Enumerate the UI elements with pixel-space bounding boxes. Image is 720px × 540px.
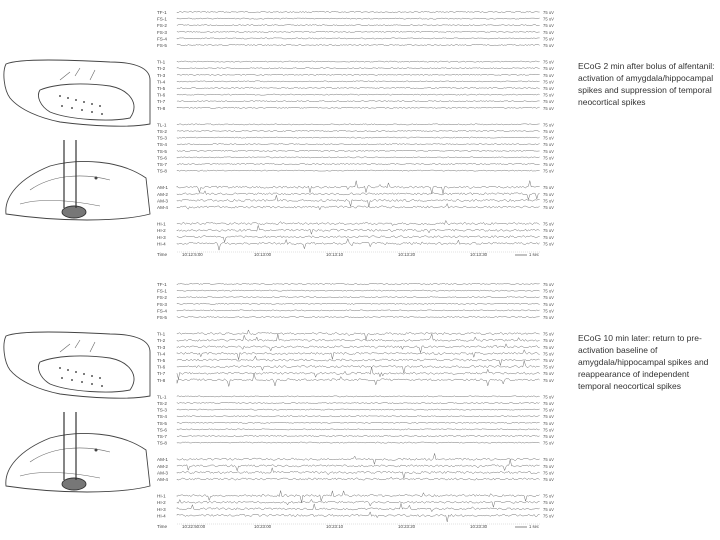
gain-label: 75 uV (543, 36, 554, 42)
ecog-trace (177, 310, 540, 311)
channel-label: FS-4 (157, 308, 167, 314)
gain-label: 75 uV (543, 185, 554, 191)
ecog-trace (177, 150, 540, 151)
gain-label: 75 uV (543, 148, 554, 154)
time-tick: 10:23:30 (470, 524, 488, 529)
channel-label: TI-2 (157, 66, 166, 72)
time-label: Time (157, 252, 168, 257)
gain-label: 75 uV (543, 315, 554, 320)
gain-label: 75 uV (543, 434, 554, 439)
channel-label: TS-6 (157, 155, 167, 161)
ecog-trace (177, 344, 540, 353)
ecog-traces-bottom (155, 278, 575, 540)
channel-label: TI-3 (157, 344, 166, 350)
gain-label: 75 uV (543, 331, 554, 337)
channel-label: TS-4 (157, 414, 167, 420)
gain-label: 75 uV (543, 470, 554, 476)
gain-label: 75 uV (543, 414, 554, 420)
ecog-trace (177, 442, 540, 443)
gain-label: 75 uV (543, 338, 554, 344)
ecog-trace (177, 367, 540, 379)
ecog-trace (177, 429, 540, 430)
gain-label: 75 uV (543, 99, 554, 105)
ecog-trace (177, 74, 540, 75)
channel-label: FS-5 (157, 43, 167, 48)
gain-label: 75 uV (543, 142, 554, 148)
gain-label: 75 uV (543, 463, 554, 469)
channel-label: HI-1 (157, 493, 166, 499)
gain-label: 75 uV (543, 364, 554, 370)
gain-label: 75 uV (543, 282, 554, 287)
time-tick: 10:12:5:00 (182, 252, 203, 257)
ecog-trace (177, 38, 540, 39)
caption-bottom: ECoG 10 min later: return to pre-activation baseline of amygdala/hippocampal spikes and reappearance of independent temporal neocortical spikes (578, 333, 709, 391)
gain-label: 75 uV (543, 59, 554, 65)
channel-label: AM-2 (157, 463, 168, 469)
ecog-trace (177, 137, 540, 138)
gain-label: 75 uV (543, 420, 554, 426)
channel-label: HI-4 (157, 241, 166, 247)
channel-label: TF-1 (157, 10, 167, 15)
ecog-trace (177, 512, 540, 522)
ecog-trace (177, 204, 540, 210)
gain-label: 75 uV (543, 351, 554, 357)
channel-label: TI-8 (157, 377, 166, 383)
gain-label: 75 uV (543, 135, 554, 141)
brain-diagram-bottom (0, 272, 160, 540)
ecog-trace (177, 220, 540, 225)
ecog-trace (177, 356, 540, 365)
ecog-trace (177, 239, 540, 250)
ecog-trace (177, 157, 540, 158)
channel-label: AM-4 (157, 477, 168, 482)
channel-label: FS-4 (157, 36, 167, 42)
channel-label: TS-3 (157, 135, 167, 141)
channel-label: TS-4 (157, 142, 167, 148)
gain-label: 75 uV (543, 228, 554, 234)
channel-label: HI-3 (157, 234, 166, 240)
ecog-trace (177, 195, 540, 206)
gain-label: 75 uV (543, 407, 554, 413)
depth-electrodes-top (64, 140, 76, 208)
gain-label: 75 uV (543, 440, 554, 446)
gain-label: 75 uV (543, 493, 554, 499)
gain-label: 75 uV (543, 394, 554, 400)
time-label: Time (157, 524, 168, 529)
gain-label: 75 uV (543, 72, 554, 78)
ecog-trace (177, 11, 540, 12)
scale-label: 1 sec (529, 252, 540, 257)
ecog-trace (177, 499, 540, 507)
ecog-trace (177, 396, 540, 397)
ecog-trace (177, 144, 540, 145)
ecog-trace (177, 68, 540, 69)
gain-label: 75 uV (543, 500, 554, 506)
gain-label: 75 uV (543, 221, 554, 227)
ecog-panel-top (0, 0, 720, 268)
channel-label: TS-8 (157, 440, 167, 446)
gain-label: 75 uV (543, 241, 554, 247)
channel-label: TI-4 (157, 351, 166, 357)
channel-label: AM-3 (157, 198, 168, 204)
channel-label: HI-3 (157, 506, 166, 512)
channel-label: TI-7 (157, 371, 166, 377)
ecog-trace (177, 181, 540, 194)
ecog-trace (177, 87, 540, 88)
gain-label: 75 uV (543, 191, 554, 197)
channel-label: TS-7 (157, 434, 167, 439)
time-tick: 10:13:30 (470, 252, 488, 257)
channel-label: HI-2 (157, 228, 166, 234)
gain-label: 75 uV (543, 29, 554, 35)
ecog-trace (177, 297, 540, 298)
ecog-trace (177, 18, 540, 19)
channel-label: TS-5 (157, 420, 167, 426)
gain-label: 75 uV (543, 10, 554, 15)
gain-label: 75 uV (543, 155, 554, 161)
gain-label: 75 uV (543, 122, 554, 128)
ecog-trace (177, 225, 540, 234)
gain-label: 75 uV (543, 377, 554, 383)
gain-label: 75 uV (543, 427, 554, 433)
channel-label: TI-5 (157, 86, 166, 91)
time-tick: 10:13:00 (254, 252, 272, 257)
ecog-trace (177, 316, 540, 317)
ecog-trace (177, 130, 540, 131)
scale-label: 1 sec (529, 524, 540, 529)
gain-label: 75 uV (543, 16, 554, 22)
channel-label: TI-6 (157, 92, 166, 98)
gain-label: 75 uV (543, 162, 554, 167)
gain-label: 75 uV (543, 205, 554, 210)
ecog-trace (177, 350, 540, 360)
channel-label: FS-2 (157, 295, 167, 301)
channel-label: TI-1 (157, 331, 166, 337)
sagittal-brain-outline (6, 162, 150, 220)
channel-label: TI-1 (157, 59, 166, 65)
electrode-dots-top (59, 95, 103, 115)
gain-label: 75 uV (543, 295, 554, 301)
ecog-trace (177, 31, 540, 32)
ecog-trace (177, 170, 540, 171)
ecog-trace (177, 416, 540, 417)
ecog-trace (177, 290, 540, 291)
electrode-dots-bottom (59, 367, 103, 387)
brain-diagram-top (0, 0, 160, 268)
ecog-trace (177, 460, 540, 471)
ecog-trace (177, 402, 540, 403)
channel-label: TS-2 (157, 401, 167, 406)
channel-label: HI-4 (157, 513, 166, 519)
gain-label: 75 uV (543, 513, 554, 519)
lateral-brain-outline (4, 332, 150, 398)
gain-label: 75 uV (543, 105, 554, 111)
channel-label: TI-7 (157, 99, 166, 105)
gain-label: 75 uV (543, 66, 554, 72)
ecog-trace (177, 191, 540, 200)
time-tick: 10:23:00 (254, 524, 272, 529)
ecog-trace (177, 124, 540, 125)
ecog-panel-bottom (0, 272, 720, 540)
channel-label: AM-4 (157, 205, 168, 210)
ecog-trace (177, 491, 540, 503)
gain-label: 75 uV (543, 86, 554, 91)
ecog-trace (177, 303, 540, 304)
channel-label: TI-3 (157, 72, 166, 78)
channel-label: TF-1 (157, 282, 167, 287)
time-tick: 10:23:10 (326, 524, 344, 529)
ecog-trace (177, 503, 540, 511)
channel-label: TI-4 (157, 79, 166, 85)
time-tick: 10:13:10 (326, 252, 344, 257)
gain-label: 75 uV (543, 79, 554, 85)
ecog-trace (177, 81, 540, 82)
channel-label: TI-6 (157, 364, 166, 370)
channel-label: TS-8 (157, 168, 167, 174)
gain-label: 75 uV (543, 401, 554, 406)
ecog-traces-top (155, 6, 575, 268)
channel-label: TS-5 (157, 148, 167, 154)
ecog-trace (177, 453, 540, 464)
ecog-trace (177, 283, 540, 284)
gain-label: 75 uV (543, 371, 554, 377)
gain-label: 75 uV (543, 234, 554, 240)
channel-label: AM-1 (157, 185, 168, 191)
channel-label: TI-5 (157, 358, 166, 363)
channel-label: AM-1 (157, 457, 168, 463)
gain-label: 75 uV (543, 23, 554, 29)
channel-label: TI-8 (157, 105, 166, 111)
ecog-trace (177, 330, 540, 340)
gain-label: 75 uV (543, 288, 554, 294)
ecog-trace (177, 422, 540, 423)
lateral-brain-outline (4, 60, 150, 126)
channel-label: FS-1 (157, 288, 167, 294)
ecog-trace (177, 373, 540, 386)
gain-label: 75 uV (543, 92, 554, 98)
ecog-trace (177, 61, 540, 62)
channel-label: FS-3 (157, 29, 167, 35)
gain-label: 75 uV (543, 358, 554, 363)
ecog-trace (177, 107, 540, 108)
channel-label: TS-7 (157, 162, 167, 167)
gain-label: 75 uV (543, 168, 554, 174)
channel-label: HI-1 (157, 221, 166, 227)
ecog-trace (177, 468, 540, 479)
channel-label: TI-2 (157, 338, 166, 344)
ecog-trace (177, 163, 540, 164)
channel-label: TS-3 (157, 407, 167, 413)
ecog-trace (177, 94, 540, 95)
time-tick: 10:22:50:00 (182, 524, 206, 529)
ecog-trace (177, 361, 540, 373)
channel-label: FS-3 (157, 301, 167, 307)
gain-label: 75 uV (543, 344, 554, 350)
gain-label: 75 uV (543, 43, 554, 48)
ecog-trace (177, 477, 540, 480)
gain-label: 75 uV (543, 301, 554, 307)
depth-electrodes-bottom (64, 412, 76, 480)
sagittal-brain-outline (6, 434, 150, 492)
time-tick: 10:13:20 (398, 252, 416, 257)
gain-label: 75 uV (543, 477, 554, 482)
channel-label: HI-2 (157, 500, 166, 506)
channel-label: TL-1 (157, 122, 167, 128)
channel-label: TS-6 (157, 427, 167, 433)
gain-label: 75 uV (543, 506, 554, 512)
ecog-trace (177, 435, 540, 436)
ecog-trace (177, 101, 540, 102)
channel-label: TL-1 (157, 394, 167, 400)
caption-top: ECoG 2 min after bolus of alfentanil: activation of amygdala/hippocampal spikes and suppression of temporal neocortical spikes (578, 61, 715, 107)
channel-label: FS-5 (157, 315, 167, 320)
ecog-trace (177, 409, 540, 410)
ecog-trace (177, 25, 540, 26)
channel-label: AM-3 (157, 470, 168, 476)
ecog-trace (177, 44, 540, 45)
time-tick: 10:23:20 (398, 524, 416, 529)
channel-label: TS-2 (157, 129, 167, 134)
gain-label: 75 uV (543, 198, 554, 204)
ecog-trace (177, 334, 540, 342)
gain-label: 75 uV (543, 308, 554, 314)
channel-label: AM-2 (157, 191, 168, 197)
channel-label: FS-1 (157, 16, 167, 22)
gain-label: 75 uV (543, 129, 554, 134)
channel-label: FS-2 (157, 23, 167, 29)
ecog-trace (177, 236, 540, 242)
gain-label: 75 uV (543, 457, 554, 463)
